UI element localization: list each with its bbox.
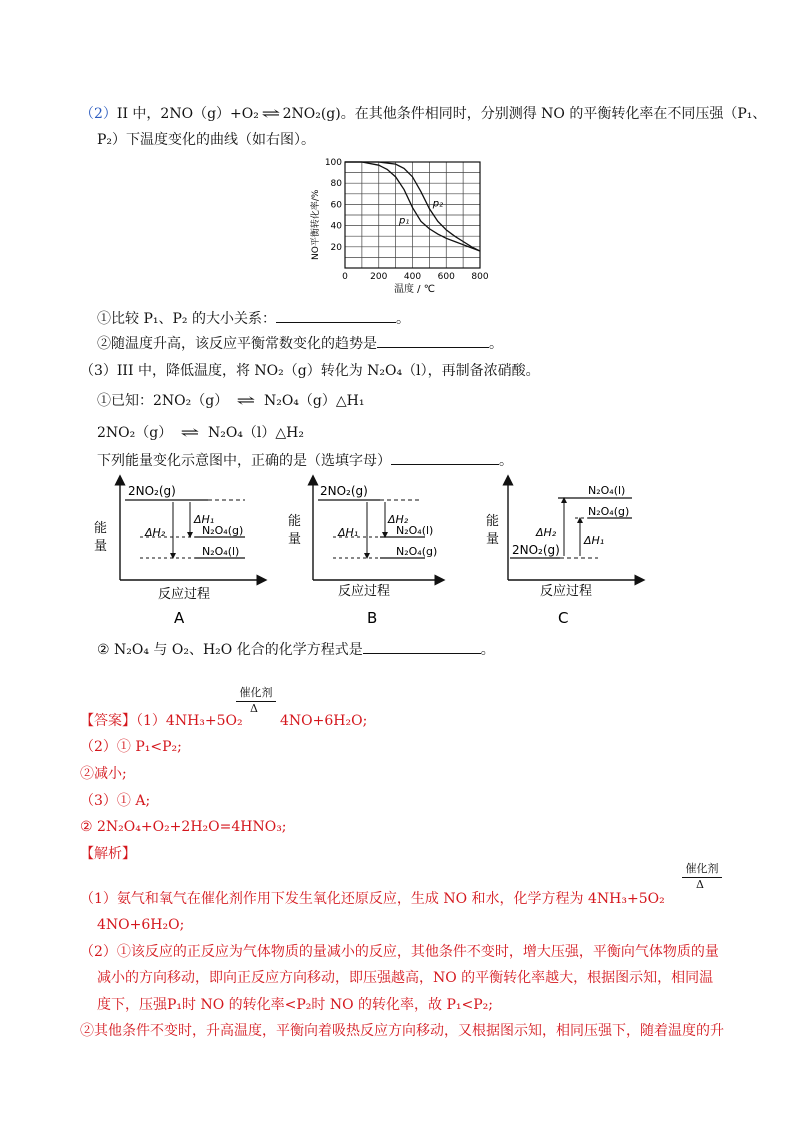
diagram-c-ylabel-2: 量 [486, 532, 500, 547]
answer-line1 [80, 712, 243, 730]
explain-2b: 减小的方向移动，即向正反应方向移动，即压强越高，NO 的平衡转化率越大，根据图示知，相同温 [97, 970, 714, 986]
q3-sub2-text: ② N₂O₄ 与 O₂、H₂O 化合的化学方程式是 [97, 642, 363, 658]
diagram-a-xlabel: 反应过程 [158, 587, 211, 602]
y-tick-label: 80 [330, 179, 342, 190]
diagram-c-dh-outer: ΔH₂ [536, 526, 557, 539]
q2-sub2-end: 。 [489, 336, 503, 352]
equilibrium-arrow: ⇌ [236, 393, 256, 409]
x-tick-label: 400 [403, 272, 422, 282]
diagram-b [288, 480, 440, 627]
diagram-b-mid: N₂O₄(l) [396, 524, 434, 537]
equilibrium-arrow: ⇌ [180, 425, 200, 441]
diagram-b-ylabel-2: 量 [288, 532, 302, 547]
heat-symbol: Δ [696, 878, 704, 891]
explain-2c: 度下，压强P₁时 NO 的转化率<P₂时 NO 的转化率，故 P₁<P₂; [97, 997, 494, 1013]
diagram-c-dh-inner: ΔH₁ [584, 534, 605, 547]
diagram-b-ylabel-1: 能 [288, 514, 302, 529]
diagram-a-dh-outer: ΔH₂ [145, 526, 166, 539]
q2-sub1 [97, 310, 410, 328]
diagram-a-top: 2NO₂(g) [128, 484, 176, 498]
answer-line5: ② 2N₂O₄+O₂+2H₂O=4HNO₃; [80, 819, 287, 835]
y-tick-label: 100 [324, 158, 342, 168]
diagram-b-bot: N₂O₄(g) [396, 545, 438, 558]
answer-1-left: 4NH₃+5O₂ [165, 713, 243, 729]
diagram-b-dh-inner: ΔH₂ [388, 513, 409, 526]
diagram-a-ylabel-1: 能 [94, 521, 108, 536]
q2-number: （2） [80, 106, 117, 122]
answer-1-right: 4NO+6H₂O; [280, 713, 368, 729]
q3-sub2-end: 。 [480, 642, 495, 658]
q2-line1 [80, 105, 766, 123]
q3-prompt [97, 452, 513, 470]
diagram-c [486, 480, 640, 627]
known2-left: 2NO₂（g） [97, 425, 173, 441]
x-tick-label: 0 [342, 272, 348, 282]
known2-right: N₂O₄（l）△H₂ [207, 425, 304, 441]
energy-diagrams [80, 470, 680, 630]
diagram-c-ylabel-1: 能 [486, 514, 500, 529]
diagram-a-dh-inner: ΔH₁ [194, 513, 215, 526]
answer-label: 【答案】 [80, 713, 136, 729]
answer-line3: ②减小; [80, 766, 127, 782]
explain-1b: 4NO+6H₂O; [97, 917, 185, 933]
diagram-c-xlabel: 反应过程 [540, 584, 593, 599]
y-axis-label: NO平衡转化率/% [311, 189, 321, 260]
diagram-b-letter: B [367, 609, 378, 627]
diagram-a-ylabel-2: 量 [94, 539, 108, 554]
diagram-a [94, 480, 262, 627]
q2-eq-right: 2NO₂(g)。在其他条件相同时，分别测得 NO 的平衡转化率在不同压强（P₁、 [282, 106, 767, 122]
diagram-b-xlabel: 反应过程 [338, 584, 391, 599]
x-axis-label: 温度 / ℃ [394, 284, 435, 295]
equilibrium-arrow: ⇌ [261, 106, 281, 122]
catalyst-condition [678, 863, 726, 895]
series-label-p2: p₂ [432, 198, 444, 210]
q3-sub2 [97, 641, 495, 659]
diagram-a-mid: N₂O₄(g) [202, 524, 244, 537]
diagram-b-dh-outer: ΔH₁ [338, 526, 359, 539]
known1-right: N₂O₄（g）△H₁ [263, 393, 365, 409]
y-tick-label: 40 [330, 221, 342, 232]
q3-prompt-end: 。 [499, 453, 513, 469]
q2-sub2 [97, 335, 503, 353]
answer-blank[interactable] [276, 310, 396, 323]
known1-left: ①已知：2NO₂（g） [97, 393, 229, 409]
diagram-c-mid: N₂O₄(g) [588, 505, 630, 518]
y-tick-label: 20 [330, 242, 342, 253]
conversion-chart [300, 150, 500, 300]
analysis-label: 【解析】 [80, 846, 136, 862]
catalyst-label: 催化剂 [685, 862, 719, 875]
answer-blank[interactable] [391, 452, 499, 465]
y-tick-label: 60 [330, 200, 342, 211]
q3-prompt-text: 下列能量变化示意图中，正确的是（选填字母） [97, 453, 391, 469]
explain-2a: （2）①该反应的正反应为气体物质的量减小的反应，其他条件不变时，增大压强，平衡向气体物质的量 [80, 944, 719, 960]
explain-3: ②其他条件不变时，升高温度，平衡向着吸热反应方向移动，又根据图示知，相同压强下，随着温度的升 [80, 1023, 724, 1039]
q2-sub1-end: 。 [395, 311, 410, 327]
x-tick-label: 600 [437, 272, 455, 282]
series-label-p1: p₁ [399, 215, 410, 227]
answer-1-num: （1） [136, 713, 166, 729]
q2-eq-left: II 中，2NO（g）+O₂ [116, 106, 259, 122]
heat-symbol: Δ [250, 702, 258, 715]
explain-1a: （1）氨气和氧气在催化剂作用下发生氧化还原反应，生成 NO 和水，化学方程为 4NH₃+5O₂ [80, 891, 665, 907]
diagram-c-top: N₂O₄(l) [588, 484, 626, 497]
x-tick-label: 800 [471, 272, 489, 282]
diagram-c-bot: 2NO₂(g) [512, 543, 560, 557]
q3-line1: （3）III 中，降低温度，将 NO₂（g）转化为 N₂O₄（l），再制备浓硝酸。 [80, 363, 540, 379]
answer-line4: （3）① A; [80, 793, 151, 809]
diagram-b-top: 2NO₂(g) [320, 484, 368, 498]
q2-sub1-text: ①比较 P₁、P₂ 的大小关系： [97, 311, 276, 327]
answer-line2: （2）① P₁<P₂; [80, 739, 182, 755]
catalyst-label: 催化剂 [239, 686, 273, 699]
diagram-a-letter: A [174, 609, 185, 627]
answer-blank[interactable] [377, 335, 489, 348]
q3-known2 [97, 424, 304, 442]
q2-line2: P₂）下温度变化的曲线（如右图）。 [97, 132, 316, 148]
diagram-a-bot: N₂O₄(l) [202, 545, 240, 558]
diagram-c-letter: C [558, 609, 569, 627]
q2-sub2-text: ②随温度升高，该反应平衡常数变化的趋势是 [97, 336, 377, 352]
q3-known1 [97, 392, 364, 410]
answer-blank[interactable] [363, 641, 481, 654]
x-tick-label: 200 [370, 272, 388, 282]
